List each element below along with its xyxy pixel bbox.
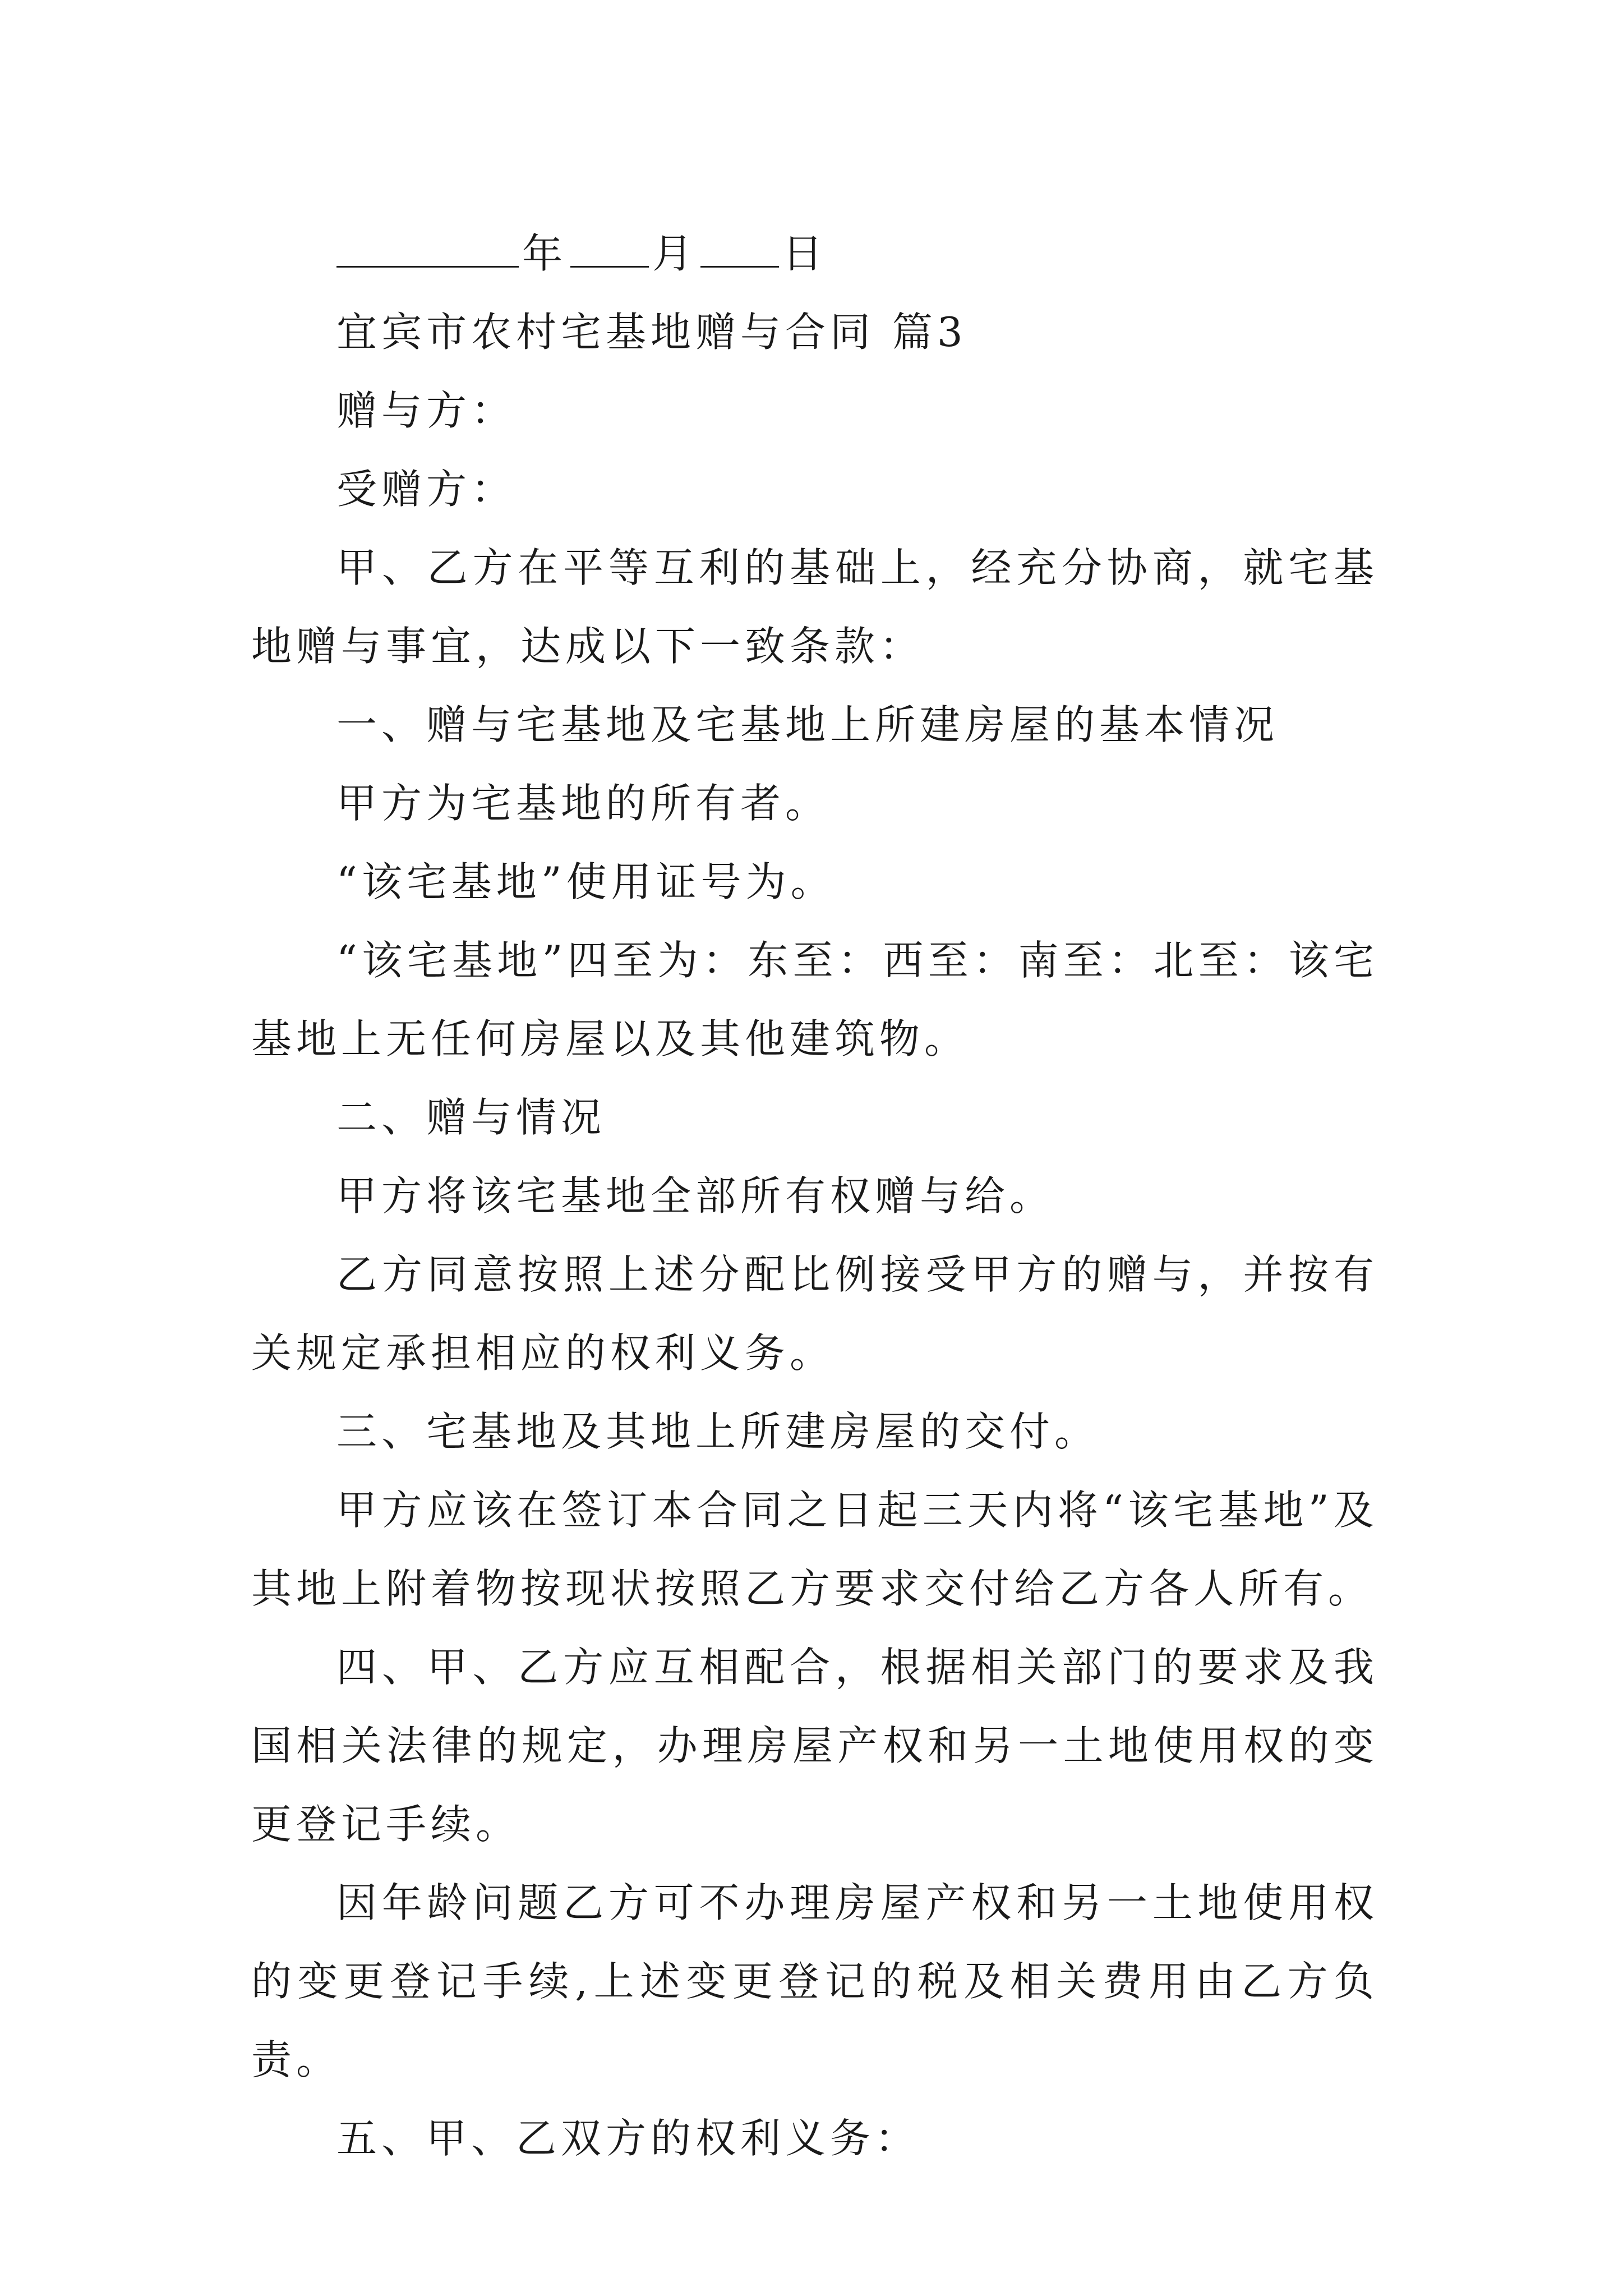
delivery-paragraph: 甲方应该在签订本合同之日起三天内将“该宅基地”及其地上附着物按现状按照乙方要求交付给乙方各人所有。 — [251, 1487, 1378, 1612]
month-label: 月 — [652, 230, 698, 277]
acceptance-paragraph: 乙方同意按照上述分配比例接受甲方的赠与，并按有关规定承担相应的权利义务。 — [251, 1251, 1378, 1377]
year-label: 年 — [522, 230, 568, 277]
section-3-heading: 三、宅基地及其地上所建房屋的交付。 — [336, 1408, 1100, 1455]
gift-paragraph: 甲方将该宅基地全部所有权赠与给。 — [336, 1172, 1055, 1220]
section-4-paragraph: 四、甲、乙方应互相配合，根据相关部门的要求及我国相关法律的规定，办理房屋产权和另一土地使用权的变更登记手续。 — [251, 1644, 1378, 1848]
donee-line: 受赠方： — [336, 466, 517, 513]
document-body — [251, 214, 1378, 2178]
donor-line: 赠与方： — [336, 387, 517, 434]
age-exception-paragraph: 因年龄问题乙方可不办理房屋产权和另一土地使用权的变更登记手续,上述变更登记的税及相关费用由乙方负责。 — [251, 1879, 1378, 2083]
year-blank — [336, 222, 519, 268]
certificate-paragraph: “该宅基地”使用证号为。 — [336, 858, 836, 905]
section-1-heading: 一、赠与宅基地及宅基地上所建房屋的基本情况 — [336, 701, 1279, 748]
section-5-heading: 五、甲、乙双方的权利义务： — [336, 2115, 920, 2162]
contract-title: 宜宾市农村宅基地赠与合同 篇3 — [336, 309, 967, 356]
month-blank — [570, 222, 649, 268]
preamble-paragraph: 甲、乙方在平等互利的基础上，经充分协商，就宅基地赠与事宜，达成以下一致条款： — [251, 544, 1378, 670]
date-line — [251, 214, 1378, 293]
boundaries-paragraph: “该宅基地”四至为：东至：西至：南至：北至：该宅基地上无任何房屋以及其他建筑物。 — [251, 937, 1378, 1062]
section-2-heading: 二、赠与情况 — [336, 1094, 606, 1141]
owner-paragraph: 甲方为宅基地的所有者。 — [336, 780, 831, 827]
day-blank — [700, 222, 779, 268]
day-label: 日 — [782, 230, 828, 277]
